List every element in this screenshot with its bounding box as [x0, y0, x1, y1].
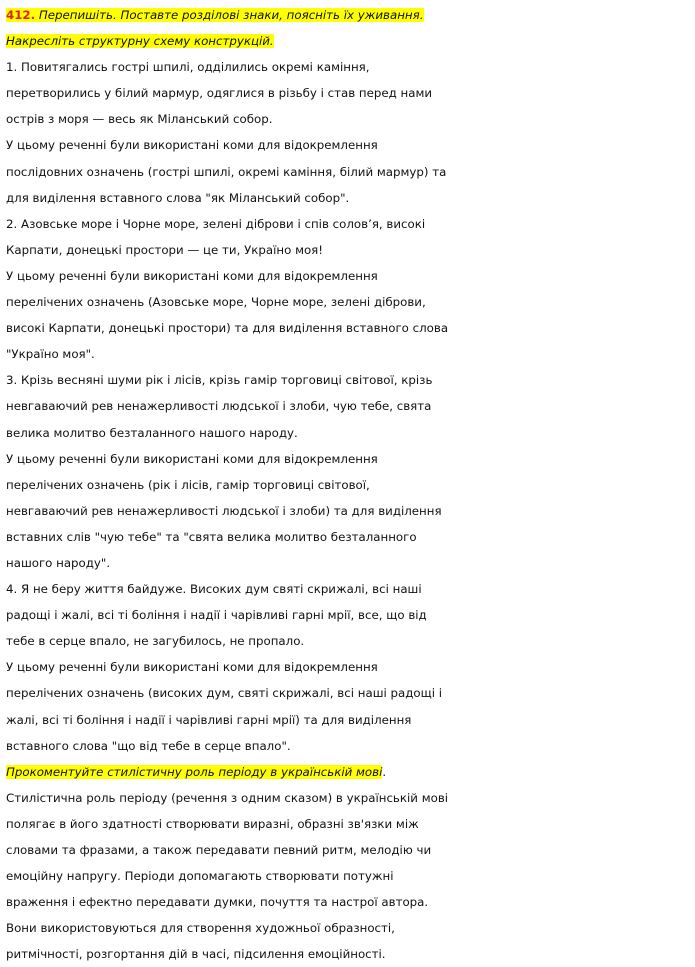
item-2-sentence-line: Карпати, донецькі простори — це ти, Україно моя! — [6, 242, 324, 257]
item-1-explanation-line: У цьому реченні були використані коми для відокремлення — [6, 138, 378, 153]
item-3 — [6, 367, 694, 576]
question-line — [6, 759, 694, 785]
answer-line: словами та фразами, а також передавати певний ритм, мелодію чи — [6, 843, 432, 857]
item-1-explanation-line: послідовних означень (гострі шпилі, окремі каміння, білий мармур) та — [6, 164, 447, 179]
item-1-sentence-line: перетворились у білий мармур, одяглися в різьбу і став перед нами — [6, 86, 433, 101]
item-1 — [6, 54, 694, 211]
answer-line: ритмічності, розгортання дій в часі, підсилення емоційності. — [6, 947, 386, 962]
task-instruction-1: Перепишіть. Поставте розділові знаки, поясніть їх уживання. — [35, 8, 424, 22]
task-header — [6, 2, 694, 28]
item-4 — [6, 576, 694, 759]
task-instruction-highlight — [6, 8, 424, 22]
item-3-sentence-line: велика молитво безталанного нашого народу. — [6, 425, 298, 440]
item-3-explanation-line: нашого народу". — [6, 555, 111, 570]
item-1-sentence-line: 1. Повитягались гострі шпилі, оддiлились окремі каміння, — [6, 60, 370, 75]
item-4-explanation-line: жалі, всі ті боління і надії і чарівливі гарні мрії) та для виділення — [6, 712, 412, 727]
item-2-explanation-line: перелічених означень (Азовське море, Чорне море, зелені діброви, — [6, 295, 426, 310]
exercise-page — [6, 2, 694, 967]
answer-line: враження і ефектно передавати думки, почуття та настрої автора. — [6, 895, 429, 910]
item-3-explanation-line: перелічених означень (рік і лісів, гамір торговиці світової, — [6, 477, 370, 492]
task-instruction-2: Накресліть структурну схему конструкцій. — [6, 34, 274, 49]
item-3-explanation-line: У цьому реченні були використані коми для відокремлення — [6, 451, 378, 466]
item-2-sentence-line: 2. Азовське море і Чорне море, зелені діброви і спів солов’я, високі — [6, 216, 426, 231]
item-2-explanation-line: "Україно моя". — [6, 347, 95, 362]
task-number: 412. — [6, 8, 36, 22]
item-3-sentence-line: 3. Крізь весняні шуми рік і лісів, крізь гамір торговиці світової, крізь — [6, 373, 433, 388]
answer-line: Вони використовуються для створення художньої образності, — [6, 921, 395, 936]
item-2 — [6, 211, 694, 368]
item-4-explanation-line: перелічених означень (високих дум, святі скрижалі, всі наші радощі і — [6, 686, 443, 701]
item-4-sentence-line: тебе в серце впало, не загубилось, не пропало. — [6, 634, 305, 649]
item-3-explanation-line: вставних слів "чую тебе" та "свята велика молитво безталанного — [6, 529, 417, 544]
item-4-sentence-line: радощі і жалі, всі ті боління і надії і чарівливі гарні мрії, все, що від — [6, 608, 427, 623]
item-4-explanation-line: вставного слова "що від тебе в серце впало". — [6, 738, 291, 753]
item-4-sentence-line: 4. Я не беру життя байдуже. Високих дум святі скрижалі, всі наші — [6, 582, 422, 597]
item-3-sentence-line: невгаваючий рев ненажерливості людської і злоби, чую тебе, свята — [6, 399, 432, 414]
item-1-sentence-line: острів з моря — весь як Міланський собор. — [6, 112, 273, 127]
answer-line: емоційну напругу. Періоди допомагають створювати потужні — [6, 869, 394, 884]
answer-line: Стилістична роль періоду (речення з одним сказом) в українській мові — [6, 790, 449, 805]
item-2-explanation-line: У цьому реченні були використані коми для відокремлення — [6, 268, 378, 283]
answer-paragraph — [6, 785, 694, 967]
item-3-explanation-line: невгаваючий рев ненажерливості людської і злоби) та для виділення — [6, 503, 442, 518]
question-trailing: . — [382, 764, 387, 779]
task-subheader — [6, 28, 694, 54]
question-text: Прокоментуйте стилістичну роль періоду в українській мові — [6, 764, 383, 779]
answer-line: полягає в його здатності створювати виразні, образні зв'язки між — [6, 816, 419, 831]
item-1-explanation-line: для виділення вставного слова "як Міланський собор". — [6, 190, 350, 205]
item-2-explanation-line: високі Карпати, донецькі простори) та для виділення вставного слова — [6, 321, 449, 336]
item-4-explanation-line: У цьому реченні були використані коми для відокремлення — [6, 660, 378, 675]
